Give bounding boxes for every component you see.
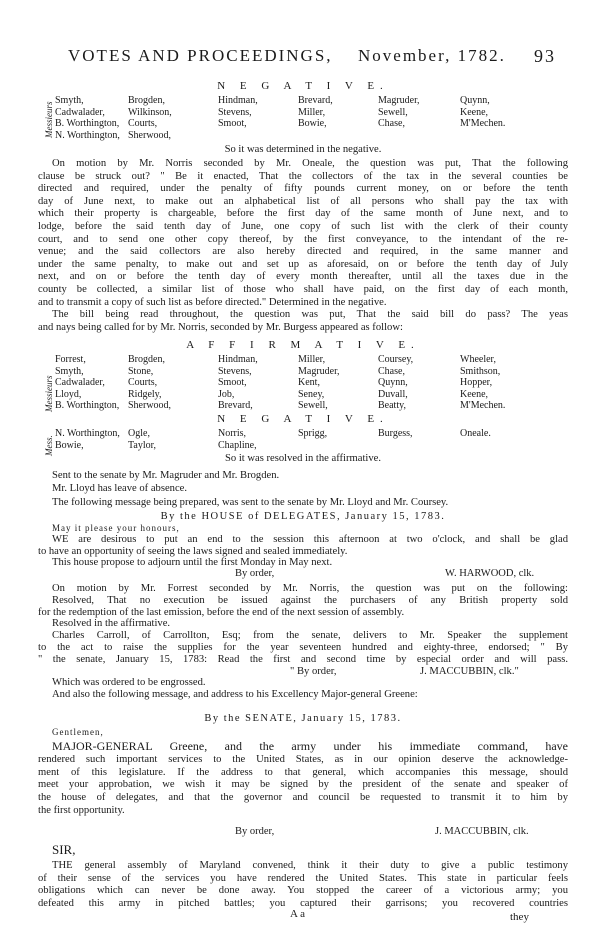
text-line: for the redemption of the last emission, before the end of the next session of assembly. bbox=[38, 606, 405, 618]
member-name: Cadwalader, bbox=[55, 377, 105, 388]
text-line: Resolved, That no execution be issued against the purchasers of any British property sold bbox=[52, 594, 568, 606]
member-name: Brogden, bbox=[128, 354, 165, 365]
text-line: the first opportunity. bbox=[38, 805, 125, 816]
delegates-by-order: By order, bbox=[235, 568, 275, 579]
senate-by-order: By order, bbox=[235, 826, 275, 837]
affirmative-heading: A F F I R M A T I V E. bbox=[186, 339, 420, 351]
signature-mark: A a bbox=[290, 908, 305, 920]
text-line: county be collected, a similar list of those who shall have paid, on the first day of each month, bbox=[38, 284, 568, 295]
member-name: Brogden, bbox=[128, 95, 165, 106]
member-name: Wilkinson, bbox=[128, 106, 172, 118]
member-name: Taylor, bbox=[128, 439, 157, 451]
negative-heading-2: N E G A T I V E. bbox=[217, 413, 389, 425]
text-line: next, and on or before the tenth day of every month thereafter, until all the taxes due in the bbox=[38, 271, 568, 283]
member-name: Brevard, bbox=[298, 95, 333, 106]
text-line: " By order, bbox=[290, 665, 337, 677]
messieurs-label-2: Messieurs bbox=[44, 375, 54, 412]
member-name: B. Worthington, bbox=[55, 118, 120, 129]
member-name: Smyth, bbox=[55, 95, 84, 106]
member-name: Quynn, bbox=[378, 377, 408, 388]
delegates-message-salutation: May it please your honours, bbox=[52, 523, 180, 533]
member-name: Coursey, bbox=[378, 354, 414, 365]
text-line: to the act to raise the supplies for the year seventeen hundred and eighty-three, endorsed; " By bbox=[38, 642, 568, 653]
member-name: Brevard, bbox=[218, 400, 253, 411]
member-name: Chase, bbox=[378, 118, 405, 129]
text-line: day of June next, to make out an alphabetical list of all persons who shall pay the tax with bbox=[38, 195, 568, 207]
senate-message-heading: By the SENATE, January 15, 1783. bbox=[204, 713, 402, 724]
member-name: M'Mechen. bbox=[460, 118, 506, 129]
member-name: Burgess, bbox=[378, 428, 413, 439]
member-name: Cadwalader, bbox=[55, 106, 105, 118]
member-name: Courts, bbox=[128, 377, 158, 388]
member-name: Beatty, bbox=[378, 400, 406, 411]
text-line: obligations which can never be done away. You stopped the career of a victorious army; you bbox=[38, 885, 568, 897]
text-line: The bill being read throughout, the question was put, That the said bill do pass? The yeas bbox=[52, 309, 568, 321]
member-name: Chase, bbox=[378, 365, 405, 377]
member-name: Bowie, bbox=[298, 118, 327, 129]
text-line: J. MACCUBBIN, clk." bbox=[420, 665, 519, 677]
member-name: Job, bbox=[218, 388, 235, 400]
member-name: Norris, bbox=[218, 428, 247, 439]
member-name: Hopper, bbox=[460, 377, 493, 388]
text-line: defeated this army in pitched battles; you captured their garrisons; you recovered countries bbox=[38, 897, 568, 909]
text-line: under the same penalty, to make out and set up as aforesaid, on or before the tenth day of July bbox=[38, 258, 568, 270]
senate-clerk: J. MACCUBBIN, clk. bbox=[435, 826, 529, 837]
member-name: Duvall, bbox=[378, 388, 408, 400]
member-name: Miller, bbox=[298, 106, 326, 118]
member-name: Quynn, bbox=[460, 95, 490, 106]
member-name: Smithson, bbox=[460, 365, 501, 377]
member-name: Sherwood, bbox=[128, 129, 172, 141]
text-line: and to transmit a copy of such list as before directed." Determined in the negative. bbox=[38, 296, 387, 308]
text-line: Sent to the senate by Mr. Magruder and Mr. Brogden. bbox=[52, 470, 280, 481]
member-name: Chapline, bbox=[218, 439, 257, 451]
member-name: Wheeler, bbox=[460, 354, 496, 365]
member-name: Bowie, bbox=[55, 439, 84, 451]
text-line: Mr. Lloyd has leave of absence. bbox=[52, 483, 188, 495]
text-line: " the senate, January 15, 1783: Read the first and second time by especial order and will pass. bbox=[38, 653, 568, 665]
text-line: MAJOR-GENERAL Greene, and the army under his immediate command, have bbox=[52, 740, 568, 753]
delegates-clerk: W. HARWOOD, clk. bbox=[445, 568, 535, 579]
member-name: Sewell, bbox=[298, 400, 328, 411]
member-name: Stevens, bbox=[218, 365, 252, 377]
member-name: Stone, bbox=[128, 365, 154, 377]
member-name: Forrest, bbox=[55, 354, 86, 365]
text-line: to have an opportunity of seeing the laws signed and sealed immediately. bbox=[38, 545, 348, 557]
delegates-message-heading: By the HOUSE of DELEGATES, January 15, 1783. bbox=[160, 511, 446, 522]
member-name: N. Worthington, bbox=[55, 428, 120, 439]
text-line: THE general assembly of Maryland convened, think it their duty to give a public testimony bbox=[52, 860, 568, 871]
text-line: meet your approbation, we wish it may be signed by the president of the senate and speaker of bbox=[38, 779, 568, 791]
running-head-date: November, 1782. bbox=[358, 46, 506, 65]
member-name: Miller, bbox=[298, 354, 326, 365]
member-name: Ridgely, bbox=[128, 388, 162, 400]
member-name: Sherwood, bbox=[128, 400, 172, 411]
page-number: 93 bbox=[534, 46, 556, 66]
member-name: Smoot, bbox=[218, 118, 247, 129]
member-name: Magruder, bbox=[298, 365, 340, 377]
member-name: Magruder, bbox=[378, 95, 420, 106]
address-salutation: SIR, bbox=[52, 842, 76, 857]
text-line: clause be struck out? " Be it enacted, That the collectors of the tax in the several counties be bbox=[38, 170, 568, 182]
text-line: lodge, before the said tenth day of June, one copy of such list with the clerk of their county bbox=[38, 221, 568, 232]
member-name: N. Worthington, bbox=[55, 129, 120, 141]
negative-heading-1: N E G A T I V E. bbox=[217, 80, 389, 92]
member-name: B. Worthington, bbox=[55, 400, 120, 411]
running-head-title: VOTES AND PROCEEDINGS, bbox=[68, 46, 333, 65]
text-line: directed and required, under the penalty of fifty pounds current money, on or before the tenth bbox=[38, 183, 568, 195]
member-name: Ogle, bbox=[128, 428, 150, 439]
text-line: court, and to send one other copy thereof, by the first conveyance, to the intendant of the re- bbox=[38, 233, 568, 245]
text-line: the house of delegates, and that the governor and council be requested to transmit it to him by bbox=[38, 792, 568, 804]
text-line: On motion by Mr. Norris seconded by Mr. Oneale, the question was put, That the following bbox=[52, 158, 568, 169]
member-name: Smoot, bbox=[218, 377, 247, 388]
member-name: Seney, bbox=[298, 388, 325, 400]
member-name: Courts, bbox=[128, 118, 158, 129]
catchword: they bbox=[510, 911, 529, 923]
text-line: On motion by Mr. Forrest seconded by Mr. Norris, the question was put on the following: bbox=[52, 583, 568, 594]
text-line: Resolved in the affirmative. bbox=[52, 618, 171, 630]
text-line: ment of this legislature. If the address to that general, which accompanies this message, should bbox=[38, 766, 568, 778]
negative-result-1: So it was determined in the negative. bbox=[224, 144, 382, 155]
member-name: Keene, bbox=[460, 106, 489, 118]
text-line: rendered such important services to the United States, as in our opinion deserve the acknowledge- bbox=[38, 753, 568, 765]
member-name: Hindman, bbox=[218, 95, 258, 106]
member-name: Sprigg, bbox=[298, 428, 328, 439]
text-line: of their sense of the services you have rendered the United States. This state in particular feels bbox=[38, 872, 568, 884]
text-line: Charles Carroll, of Carrollton, Esq; from the senate, delivers to Mr. Speaker the supplement bbox=[52, 630, 568, 642]
member-name: M'Mechen. bbox=[460, 400, 506, 411]
text-line: venue; and the said collectors are also hereby directed and required, in the same manner and bbox=[38, 246, 568, 258]
negative-result-2: So it was resolved in the affirmative. bbox=[224, 453, 382, 464]
text-line: This house propose to adjourn until the first Monday in May next. bbox=[52, 557, 333, 569]
member-name: Lloyd, bbox=[55, 388, 82, 400]
member-name: Keene, bbox=[460, 388, 489, 400]
member-name: Sewell, bbox=[378, 106, 408, 118]
text-line: which their property is chargeable, before the first day of the same month of June next, and to bbox=[38, 208, 568, 220]
text-line: The following message being prepared, was sent to the senate by Mr. Lloyd and Mr. Coursey. bbox=[52, 496, 449, 508]
text-line: Which was ordered to be engrossed. bbox=[52, 677, 206, 689]
messieurs-label-1: Messieurs bbox=[44, 101, 54, 138]
member-name: Kent, bbox=[298, 377, 320, 388]
member-name: Smyth, bbox=[55, 365, 84, 377]
senate-message-salutation: Gentlemen, bbox=[52, 727, 104, 737]
text-line: And also the following message, and address to his Excellency Major-general Greene: bbox=[52, 689, 418, 701]
text-line: WE are desirous to put an end to the session this afternoon at two o'clock, and shall be glad bbox=[52, 534, 568, 545]
member-name: Oneale. bbox=[460, 428, 491, 439]
member-name: Hindman, bbox=[218, 354, 258, 365]
mess-label: Mess. bbox=[44, 435, 54, 456]
member-name: Stevens, bbox=[218, 106, 252, 118]
text-line: and nays being called for by Mr. Norris, seconded by Mr. Burgess appeared as follow: bbox=[38, 321, 403, 333]
running-head bbox=[58, 46, 556, 68]
